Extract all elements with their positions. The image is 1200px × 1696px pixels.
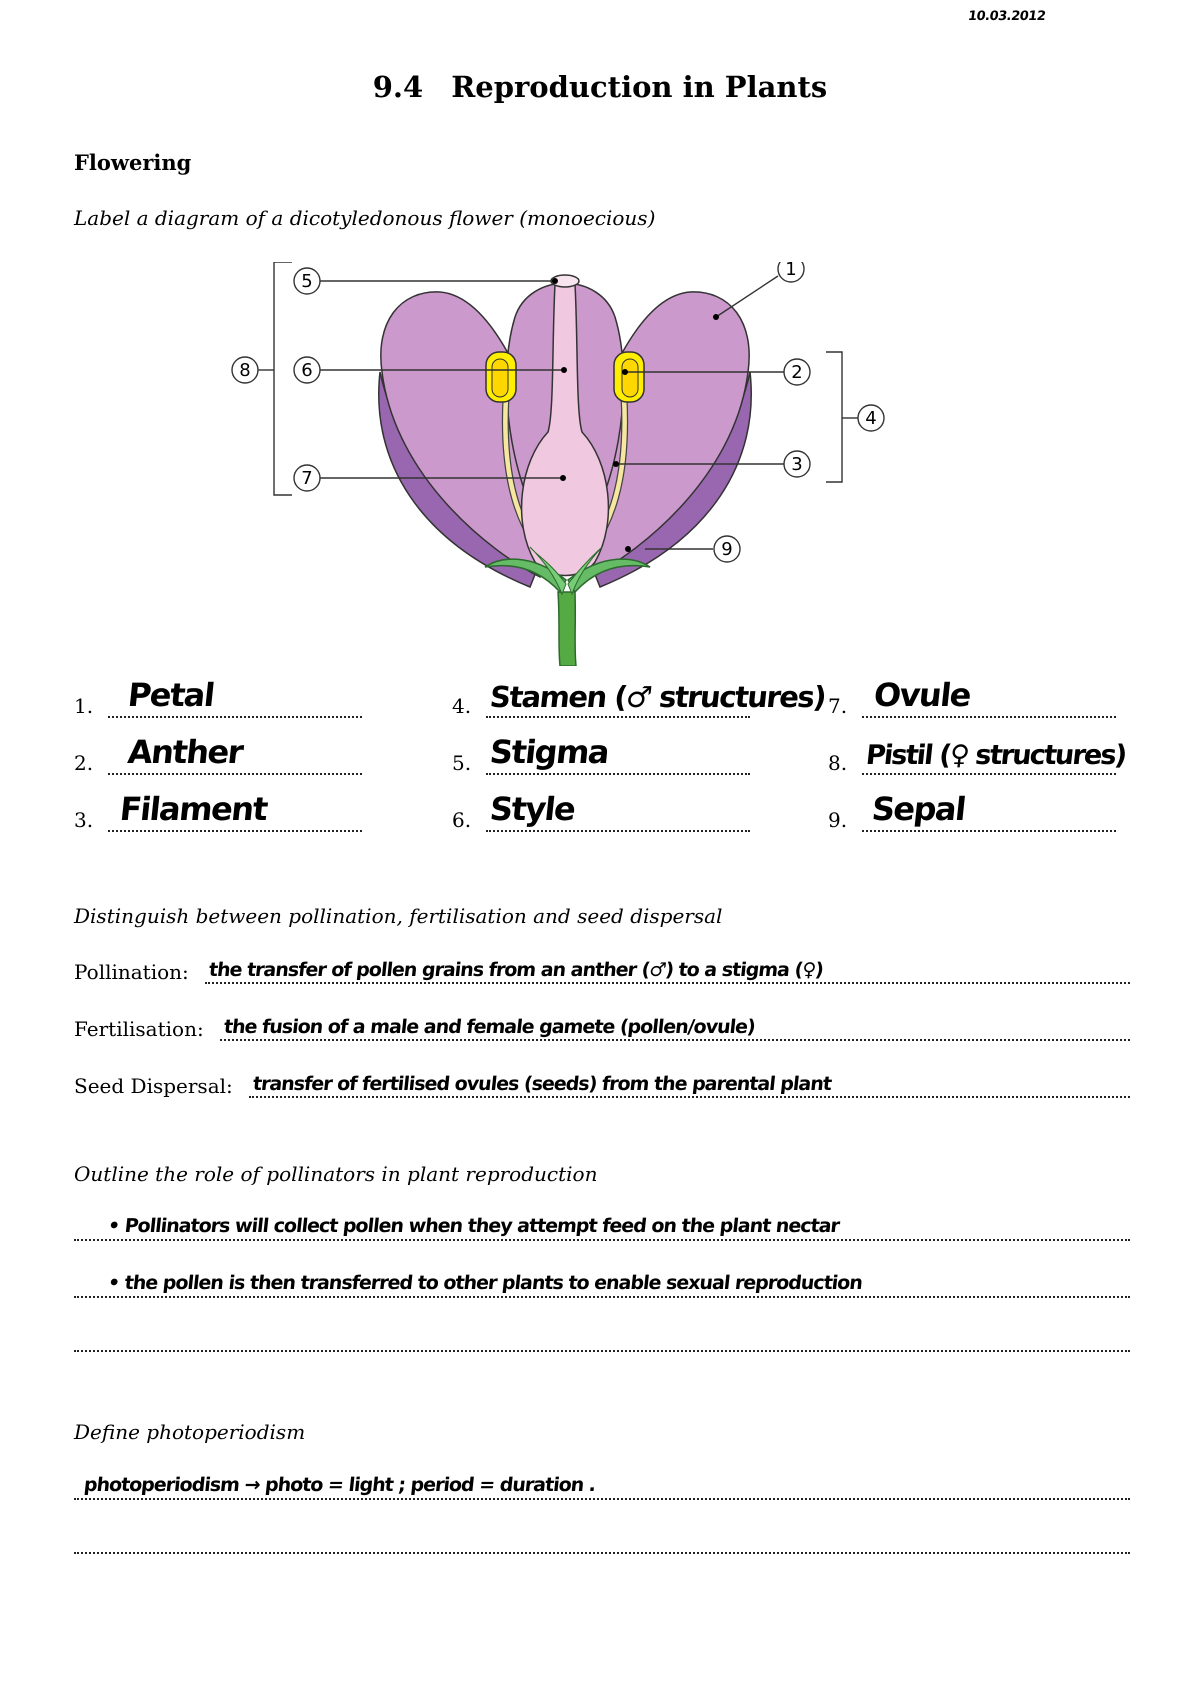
outline-answer-line-3[interactable] bbox=[74, 1314, 1130, 1352]
label-row-4 bbox=[452, 676, 827, 718]
handwritten-answer: Pistil (♀ structures) bbox=[864, 740, 1127, 771]
outline-answer-line-2[interactable] bbox=[74, 1260, 1130, 1298]
fertilisation-answer-line[interactable] bbox=[220, 1007, 1130, 1041]
handwritten-answer: Petal bbox=[126, 676, 216, 714]
callout-6 bbox=[294, 357, 320, 383]
label-row-5 bbox=[452, 733, 750, 775]
title-number: 9.4 bbox=[372, 70, 424, 104]
label-row-3 bbox=[74, 790, 362, 832]
callout-6-text: 6 bbox=[301, 360, 313, 381]
label-number: 7. bbox=[828, 694, 848, 718]
label-number: 5. bbox=[452, 751, 472, 775]
label-row-2 bbox=[74, 733, 362, 775]
prompt-outline: Outline the role of pollinators in plant reproduction bbox=[74, 1162, 598, 1186]
label-row-9 bbox=[828, 790, 1116, 832]
handwritten-answer: Style bbox=[488, 790, 577, 828]
answer-line[interactable] bbox=[862, 790, 1116, 832]
label-number: 9. bbox=[828, 808, 848, 832]
callout-8 bbox=[232, 357, 258, 383]
callout-9 bbox=[714, 536, 740, 562]
callout-3-text: 3 bbox=[791, 454, 803, 475]
label-number: 2. bbox=[74, 751, 94, 775]
handwritten-answer: Anther bbox=[126, 733, 245, 771]
answer-line[interactable] bbox=[108, 733, 362, 775]
fertilisation-answer: the fusion of a male and female gamete (pollen/ovule) bbox=[222, 1016, 756, 1038]
callout-7-text: 7 bbox=[301, 468, 313, 489]
seed-dispersal-row bbox=[74, 1064, 1130, 1098]
answer-line[interactable] bbox=[108, 790, 362, 832]
handwritten-answer: Ovule bbox=[872, 676, 973, 714]
handwritten-answer: Stamen (♂ structures) bbox=[488, 680, 827, 714]
label-number: 1. bbox=[74, 694, 94, 718]
seed-dispersal-answer-line[interactable] bbox=[249, 1064, 1130, 1098]
answer-line[interactable] bbox=[486, 790, 750, 832]
callout-8-text: 8 bbox=[239, 360, 251, 381]
pollination-answer: the transfer of pollen grains from an anther (♂) to a stigma (♀) bbox=[207, 959, 824, 981]
label-row-8 bbox=[828, 733, 1127, 775]
handwritten-answer: Filament bbox=[118, 790, 269, 828]
callout-5 bbox=[294, 268, 320, 294]
pollination-label: Pollination: bbox=[74, 960, 189, 984]
section-heading: Flowering bbox=[74, 150, 192, 175]
title-text: Reproduction in Plants bbox=[451, 70, 828, 104]
answer-line[interactable] bbox=[108, 676, 362, 718]
fertilisation-row bbox=[74, 1007, 1130, 1041]
callout-1-text: 1 bbox=[785, 262, 797, 280]
outline-answer-1: • Pollinators will collect pollen when they attempt feed on the plant nectar bbox=[106, 1215, 841, 1237]
stem bbox=[558, 592, 576, 666]
prompt-define: Define photoperiodism bbox=[74, 1420, 306, 1444]
label-number: 8. bbox=[828, 751, 848, 775]
handwritten-answer: Sepal bbox=[870, 790, 967, 828]
label-row-6 bbox=[452, 790, 750, 832]
pollination-row bbox=[74, 950, 1130, 984]
define-answer-1: photoperiodism → photo = light ; period = duration . bbox=[82, 1474, 597, 1496]
answer-line[interactable] bbox=[862, 676, 1116, 718]
answer-line[interactable] bbox=[486, 676, 827, 718]
callout-3 bbox=[784, 451, 810, 477]
define-answer-line-2[interactable] bbox=[74, 1516, 1130, 1554]
pollination-answer-line[interactable] bbox=[205, 950, 1130, 984]
callout-7 bbox=[294, 465, 320, 491]
callout-4 bbox=[858, 405, 884, 431]
label-row-1 bbox=[74, 676, 362, 718]
outline-answer-line-1[interactable] bbox=[74, 1203, 1130, 1241]
prompt-distinguish: Distinguish between pollination, fertilisation and seed dispersal bbox=[74, 904, 723, 928]
callout-4-text: 4 bbox=[865, 408, 877, 429]
seed-dispersal-answer: transfer of fertilised ovules (seeds) from the parental plant bbox=[251, 1073, 832, 1095]
prompt-label-diagram: Label a diagram of a dicotyledonous flower (monoecious) bbox=[74, 206, 656, 230]
date-stamp: 10.03.2012 bbox=[966, 9, 1047, 24]
outline-answer-2: • the pollen is then transferred to other plants to enable sexual reproduction bbox=[106, 1272, 864, 1294]
handwritten-answer: Stigma bbox=[488, 733, 611, 771]
callout-1 bbox=[778, 262, 804, 282]
define-answer-line-1[interactable] bbox=[74, 1462, 1130, 1500]
callout-9-text: 9 bbox=[721, 539, 733, 560]
label-row-7 bbox=[828, 676, 1116, 718]
label-number: 4. bbox=[452, 694, 472, 718]
anther-right-inner bbox=[622, 359, 638, 397]
seed-dispersal-label: Seed Dispersal: bbox=[74, 1074, 233, 1098]
answer-line[interactable] bbox=[486, 733, 750, 775]
flower-diagram bbox=[230, 262, 990, 666]
label-number: 3. bbox=[74, 808, 94, 832]
callout-5-text: 5 bbox=[301, 271, 313, 292]
label-number: 6. bbox=[452, 808, 472, 832]
callout-2 bbox=[784, 359, 810, 385]
anther-left-inner bbox=[492, 359, 508, 397]
callout-2-text: 2 bbox=[791, 362, 803, 383]
page-title bbox=[0, 70, 1200, 104]
answer-line[interactable] bbox=[862, 733, 1127, 775]
fertilisation-label: Fertilisation: bbox=[74, 1017, 204, 1041]
